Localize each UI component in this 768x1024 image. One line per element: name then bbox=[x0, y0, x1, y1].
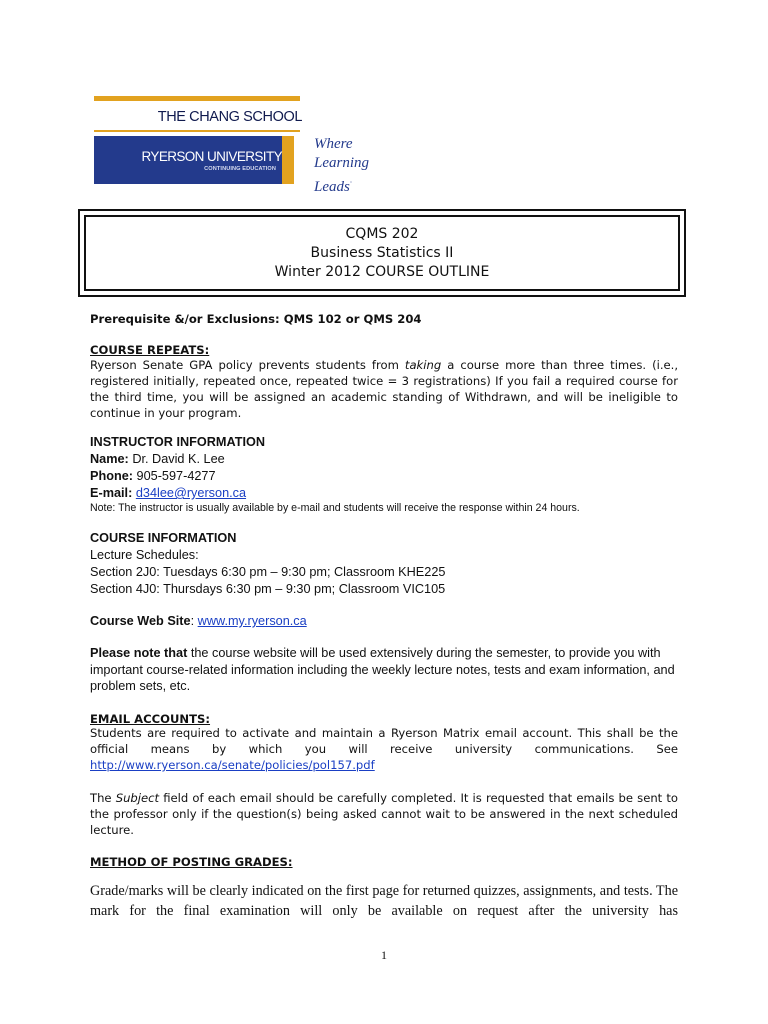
subject-text-a: The bbox=[90, 791, 116, 805]
tagline-mark: · bbox=[349, 178, 352, 187]
logo-tagline bbox=[314, 135, 369, 197]
logo-divider bbox=[94, 130, 300, 132]
prerequisite-line: Prerequisite &/or Exclusions: QMS 102 or QMS 204 bbox=[90, 312, 422, 326]
senate-policy-link[interactable]: http://www.ryerson.ca/senate/policies/pol157.pdf bbox=[90, 758, 375, 772]
website-link[interactable]: www.my.ryerson.ca bbox=[197, 614, 307, 628]
subject-text-em: Subject bbox=[115, 791, 160, 805]
section-2j0-schedule: Section 2J0: Tuesdays 6:30 pm – 9:30 pm; Classroom KHE225 bbox=[90, 565, 446, 579]
course-code: CQMS 202 bbox=[345, 225, 419, 242]
posting-grades-text: Grade/marks will be clearly indicated on the first page for returned quizzes, assignments, and tests. The mark for the final examination will only be available on request after the university has bbox=[90, 883, 678, 919]
website-colon: : bbox=[190, 614, 198, 628]
tagline-word-1: Where bbox=[314, 136, 353, 152]
instructor-name-line bbox=[90, 451, 678, 468]
name-label: Name: bbox=[90, 452, 129, 466]
logo-school-name: THE CHANG SCHOOL bbox=[157, 109, 302, 125]
please-note-text: the course website will be used extensively during the semester, to provide you with important course-related information including the weekly lecture notes, tests and exam information, and problem sets, etc. bbox=[90, 646, 675, 693]
course-name: Business Statistics II bbox=[310, 244, 454, 261]
please-note-lead: Please note that bbox=[90, 646, 188, 660]
instructor-phone: 905-597-4277 bbox=[136, 469, 216, 483]
tagline-word-3-text: Leads bbox=[314, 179, 350, 195]
email-label: E-mail: bbox=[90, 486, 133, 500]
email-accounts-body: Students are required to activate and maintain a Ryerson Matrix email account. This shall be the official means by which you will receive university communications. See bbox=[90, 726, 678, 756]
course-info-heading: COURSE INFORMATION bbox=[90, 531, 237, 545]
course-repeats-text bbox=[90, 357, 678, 421]
course-repeats-heading: COURSE REPEATS: bbox=[90, 343, 210, 357]
logo-division: CONTINUING EDUCATION bbox=[204, 166, 276, 172]
tagline-word-2: Learning bbox=[314, 155, 370, 171]
subject-text-b: field of each email should be carefully completed. It is requested that emails be sent to the professor only if the question(s) being asked cannot wait to be answered in the next scheduled lecture. bbox=[90, 791, 679, 837]
email-accounts-text bbox=[90, 725, 678, 773]
repeats-text-em: taking bbox=[404, 358, 442, 372]
logo-university-name: RYERSON UNIVERSITY bbox=[141, 149, 282, 164]
course-website-line bbox=[90, 613, 678, 630]
logo-top-bar bbox=[94, 96, 300, 101]
title-frame-inner bbox=[84, 215, 680, 291]
section-4j0-schedule: Section 4J0: Thursdays 6:30 pm – 9:30 pm; Classroom VIC105 bbox=[90, 582, 446, 596]
page-number: 1 bbox=[381, 948, 387, 962]
subject-field-paragraph bbox=[90, 790, 678, 838]
course-term: Winter 2012 COURSE OUTLINE bbox=[274, 263, 490, 280]
instructor-email-link[interactable]: d34lee@ryerson.ca bbox=[135, 486, 247, 500]
posting-grades-heading: METHOD OF POSTING GRADES: bbox=[90, 855, 293, 869]
instructor-heading: INSTRUCTOR INFORMATION bbox=[90, 435, 266, 449]
instructor-name: Dr. David K. Lee bbox=[132, 452, 225, 466]
lecture-schedules-label: Lecture Schedules: bbox=[90, 548, 199, 562]
phone-label: Phone: bbox=[90, 469, 133, 483]
tagline-word-3 bbox=[314, 173, 369, 197]
website-label: Course Web Site bbox=[90, 614, 191, 628]
instructor-email-line bbox=[90, 485, 678, 502]
email-accounts-heading: EMAIL ACCOUNTS: bbox=[90, 712, 211, 726]
instructor-phone-line bbox=[90, 468, 678, 485]
instructor-note: Note: The instructor is usually available by e-mail and students will receive the response within 24 hours. bbox=[90, 502, 580, 514]
please-note-paragraph bbox=[90, 645, 678, 695]
repeats-text-a: Ryerson Senate GPA policy prevents students from bbox=[90, 358, 405, 372]
repeats-text-b: a course more than three times. (i.e., registered initially, repeated once, repeated twice = 3 registrations) If you fail a required course for the third time, you will be assigned an academic standing of Withdrawn, and will be ineligible to continue in your program. bbox=[90, 358, 679, 420]
